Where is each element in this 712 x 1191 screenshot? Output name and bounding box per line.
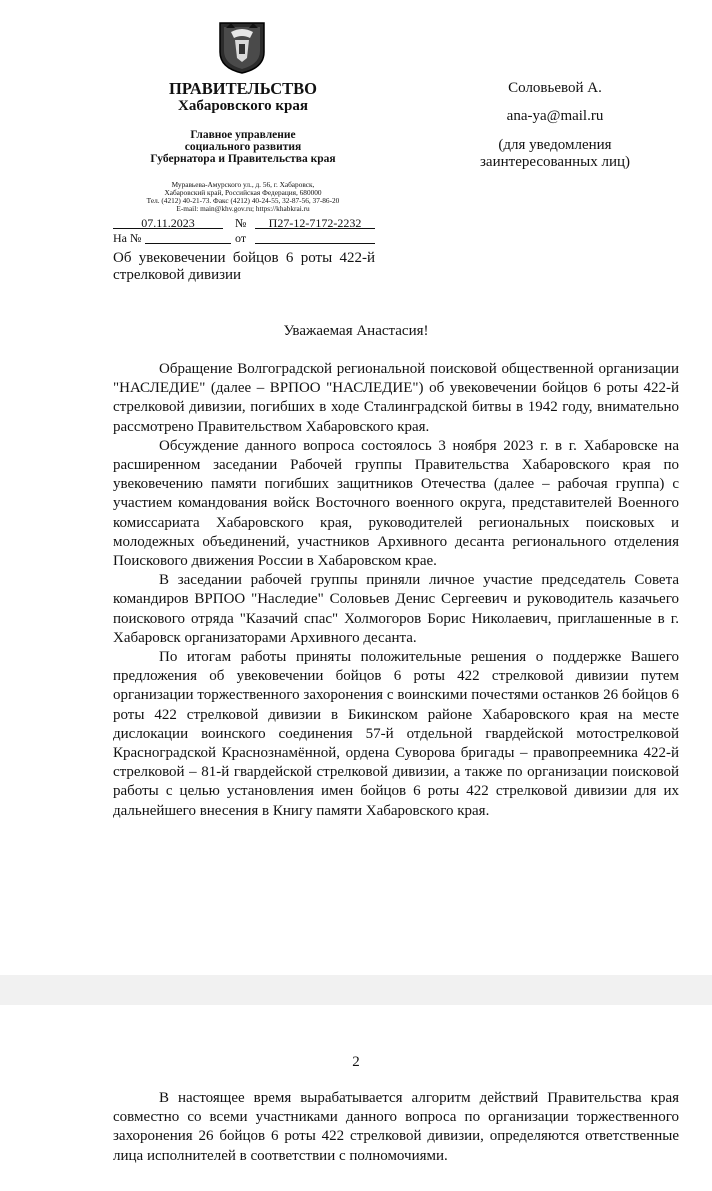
registration-date: 07.11.2023 [113,216,223,229]
address-line: Муравьева-Амурского ул., д. 56, г. Хабаровск, [171,180,315,189]
department-line: Губернатора и Правительства края [150,153,336,165]
recipient-note [455,137,655,171]
recipient-note-line: заинтересованных лиц) [480,154,630,170]
registration-line [113,216,375,230]
recipient-email: ana-ya@mail.ru [506,108,604,124]
registration-number-label: № [235,216,247,230]
greeting: Уважаемая Анастасия! [283,323,429,339]
body-paragraph: По итогам работы приняты положительные решения о поддержке Вашего предложения об увековечении бойцов 6 роты 422 стрелковой дивизии путем организации торжественного захоронения с воинскими почестями останков 26 бойцов 6 роты 422 стрелковой дивизии в Бикинском районе Хабаровского края на месте дислокации воинского соединения 57-й отдельной гвардейской мотострелковой Красноградской Краснознамённой, ордена Суворова бригады – правопреемника 422-й стрелковой – 81-й гвардейской стрелковой дивизии, а также по организации поисковой работы с целью установления имен бойцов 6 роты 422 стрелковой дивизии для их дальнейшего внесения в Книгу памяти Хабаровского края. [113,649,679,819]
org-subtitle: Хабаровского края [178,98,308,114]
address-line: Хабаровский край, Российская Федерация, 680000 [164,188,322,197]
recipient-name: Соловьевой А. [508,80,602,96]
address-line: Тел. (4212) 40-21-73. Факс (4212) 40-24-55, 32-87-56, 37-86-20 [146,196,340,205]
body-paragraph: В настоящее время вырабатывается алгоритм действий Правительства края совместно со всеми участниками данного вопроса по организации торжественного захоронения 26 бойцов 6 роты 422 стрелковой дивизии, определяются ответственные лица исполнителей в соответствии с полномочиями. [113,1090,679,1164]
reference-from-label: от [235,231,247,245]
org-title: ПРАВИТЕЛЬСТВО [169,79,317,98]
page-number: 2 [352,1054,360,1070]
letter-page-2 [0,1005,712,1191]
reference-date-blank [255,231,375,244]
letter-subject: Об увековечении бойцов 6 роты 422-й стрелковой дивизии [113,250,375,283]
reference-number-label: На № [113,231,142,245]
letter-body-page-1 [113,360,679,821]
registration-number: П27-12-7172-2232 [255,216,375,229]
letter-body-page-2 [113,1089,679,1166]
coat-of-arms-emblem [217,18,267,74]
body-paragraph: В заседании рабочей группы приняли личное участие председатель Совета командиров ВРПОО "Наследие" Соловьев Денис Сергеевич и руководитель казачьего поискового отряда "Казачий спас" Холмогоров Борис Николаевич, приглашенные в г. Хабаровск организаторами Архивного десанта. [113,572,679,646]
department-line: Главное управление [190,129,296,141]
org-address [112,181,374,213]
department-name [112,129,374,165]
reference-number-blank [145,231,231,244]
reference-line [113,231,375,245]
body-paragraph: Обсуждение данного вопроса состоялось 3 ноября 2023 г. в г. Хабаровске на расширенном заседании Рабочей группы Правительства Хабаровского края по увековечению памяти погибших защитников Отечества (далее – рабочая группа) с участием командования войск Восточного военного округа, представителей Военного комиссариата Хабаровского края, руководителей региональных поисковых и молодежных объединений, участников Архивного десанта регионального отделения Поискового движения России в Хабаровском крае. [113,437,679,570]
address-line: E-mail: main@khv.gov.ru; https://khabkrai.ru [176,204,310,213]
recipient-note-line: (для уведомления [498,137,612,153]
department-line: социального развития [184,141,302,153]
body-paragraph: Обращение Волгоградской региональной поисковой общественной организации "НАСЛЕДИЕ" (далее – ВРПОО "НАСЛЕДИЕ") об увековечении бойцов 6 роты 422-й стрелковой дивизии, погибших в ходе Сталинградской битвы в 1942 году, внимательно рассмотрено Правительством Хабаровского края. [113,361,679,435]
